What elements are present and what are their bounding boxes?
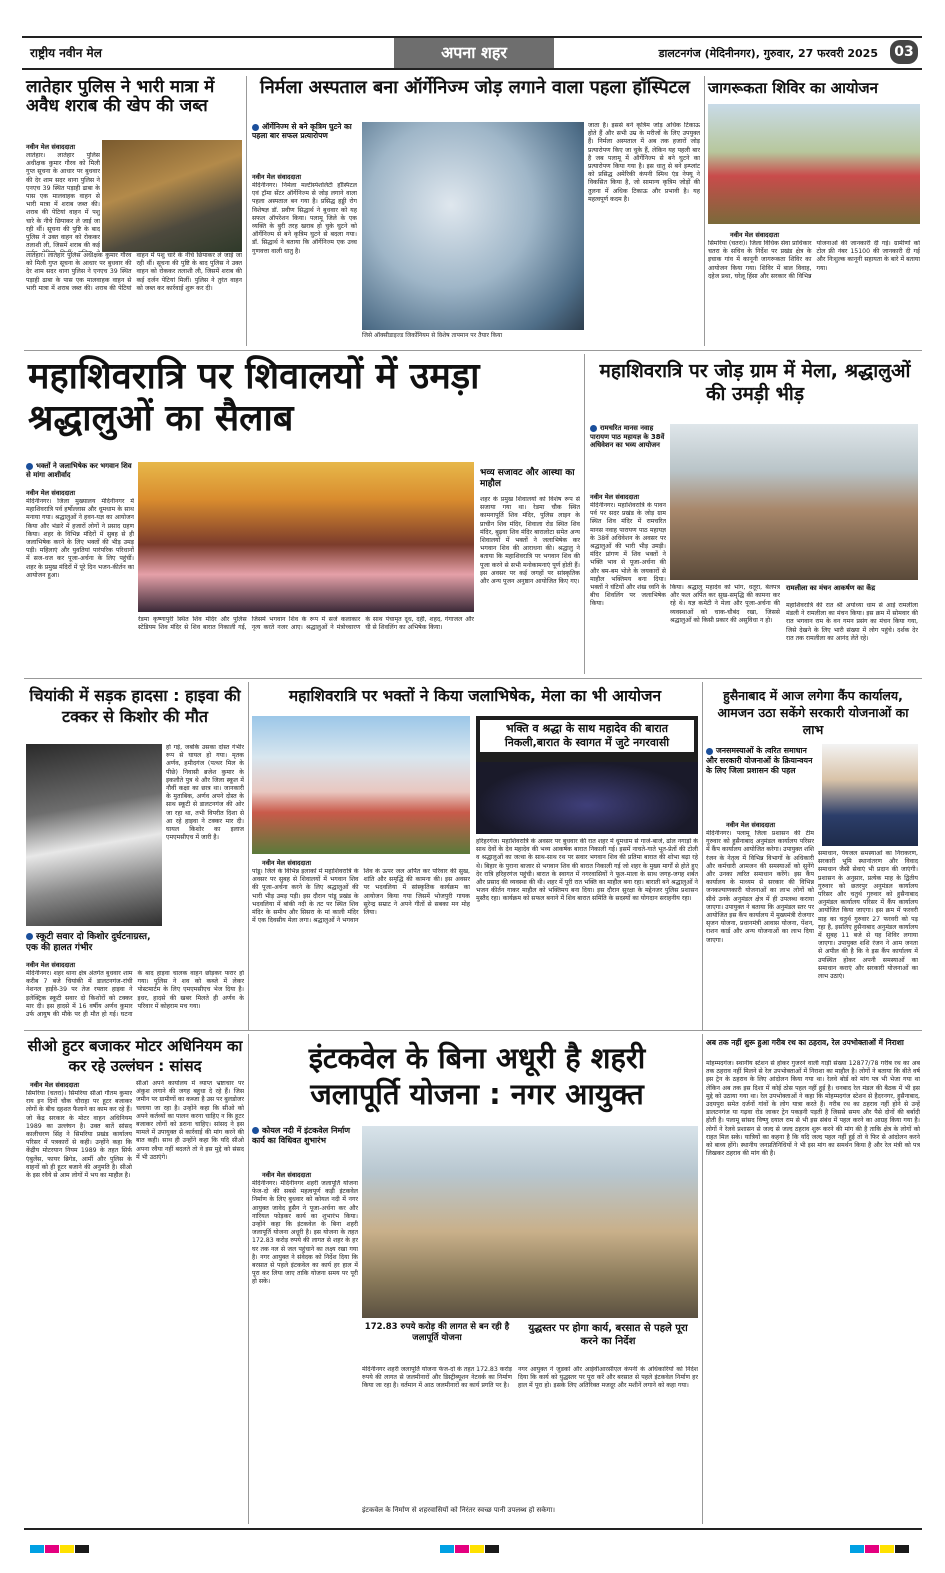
surgeon-photo	[362, 122, 584, 330]
intakewell-subhead-text: कोयल नदी में इंटकवेल निर्माण कार्य का विधिवत शुभारंभ	[252, 1126, 351, 1145]
nirmala-body-a: मेदिनीनगर। निर्मला मल्टीस्पेशलिटी हॉस्पिटल एवं ट्रॉमा सेंटर ऑर्गेनिज्म से जोड़ लगाने वाला पहला अस्पताल बन गया है। प्रसिद्ध हड्डी रोग विशेषज्ञ डॉ. प्रवीण सिद्धार्थ ने बुधवार को यह सफल ऑपरेशन किया। पलामू जिले के एक व्यक्ति के बुरी तरह खराब हो चुके घुटने को ऑर्गेनिज्म से बने कृत्रिम घुटने से बदला गया। डॉ. सिद्धार्थ ने बताया कि ऑर्गेनिज्म एक उच्च गुणवत्ता वाली धातु है।	[252, 182, 357, 255]
temple-crowd-photo	[138, 462, 474, 612]
jagrukta-headline: जागरूकता शिविर का आयोजन	[708, 79, 878, 97]
intakewell-box2-title: युद्धस्तर पर होगा कार्य, बरसात से पहले पूरा करने का निर्देश	[528, 1323, 688, 1347]
nirmala-subhead-text: ऑर्गेनिज्म से बने कृत्रिम घुटने का पहला बार सफल प्रत्यारोपण	[252, 122, 352, 140]
nirmala-byline: नवीन मेल संवाददाता	[252, 173, 301, 181]
official-portrait	[822, 744, 918, 846]
section-title: अपना शहर	[394, 38, 554, 68]
jodgram-byline: नवीन मेल संवाददाता	[590, 493, 639, 501]
bullet-icon	[252, 124, 259, 131]
chiyanki-subhead	[26, 932, 162, 954]
bullet-icon	[590, 425, 597, 432]
chiyanki-headline: चियांकी में सड़क हादसा : हाइवा की टक्कर से किशोर की मौत	[29, 686, 241, 726]
shivratri-caption: रेडमा कृष्णापुरी स्थित शिव मंदिर और पुलिस स्टेडियम शिव मंदिर से शिव बारात निकाली गई,	[138, 616, 247, 632]
jodgram-body-c: महाशिवरात्रि की रात श्री अयोध्या धाम से आई रामलीला मंडली ने रामलीला का मंचन किया। इस क्रम में सोमवार की रात भगवान राम के वन गमन प्रसंग का मंचन किया गया, जिसे देखने के लिए भारी संख्या में लोग पहुंचे। दर्शक देर रात तक रामलीला का आनंद लेते रहे।	[786, 602, 918, 642]
jodgram-headline: महाशिवरात्रि पर जोड़ ग्राम में मेला, श्रद्धालुओं की उमड़ी भीड़	[599, 360, 911, 405]
registration-bar-right	[850, 1538, 910, 1557]
hussainabad-body: मेदिनीनगर। पलामू जिला प्रशासन की टीम गुरुवार को हुसैनाबाद अनुमंडल कार्यालय परिसर में कैंप कार्यालय आयोजित करेगा। उपायुक्त शशि रंजन के नेतृत्व में विभिन्न विभागों के अधिकारी और कर्मचारी आमजन की समस्याओं को सुनेंगे और उनका त्वरित समाधान करेंगे। इस कैंप कार्यालय के माध्यम से सरकार की विभिन्न जनकल्याणकारी योजनाओं का लाभ लोगों को सीधे उनके अनुमंडल क्षेत्र में ही उपलब्ध कराया जाएगा। उपायुक्त ने बताया कि अनुमंडल स्तर पर आयोजित इस कैंप कार्यालय में मुख्यमंत्री रोजगार सृजन योजना, प्रधानमंत्री आवास योजना, पेंशन, राशन कार्ड और अन्य योजनाओं का लाभ दिया जाएगा।	[706, 830, 814, 944]
nirmala-headline: निर्मला अस्पताल बना ऑर्गेनिज्म जोड़ लगाने वाला पहला हॉस्पिटल	[260, 77, 690, 98]
shivratri-byline: नवीन मेल संवाददाता	[26, 489, 75, 497]
procession-photo	[476, 762, 698, 834]
intakewell-site-photo	[362, 1126, 698, 1318]
chiyanki-body-b: मेदिनीनगर। शहर थाना क्षेत्र अंतर्गत बुधवार शाम करीब 7 बजे चियांकी में डालटनगंज-रांची नेशनल हाईवे-39 पर तेज रफ्तार हाइवा ने इलेक्ट्रिक स्कूटी सवार दो किशोरों को टक्कर मार दी। इस हादसे में 16 वर्षीय अर्णव कुमार उर्फ आयुष की मौके पर ही मौत हो गई। घटना के बाद हाइवा चालक वाहन छोड़कर फरार हो गया। पुलिस ने शव को कब्जे में लेकर पोस्टमार्टम के लिए एमएमसीएच भेज दिया है। इधर, हादसे की खबर मिलते ही अर्णव के परिवार में कोहराम मच गया।	[26, 970, 244, 1019]
nirmala-caption: जिसे ऑक्सीडाइज्ड जिर्कोनियम से विशेष तापमान पर तैयार किया	[362, 332, 503, 339]
saansad-byline: नवीन मेल संवाददाता	[30, 1081, 79, 1089]
shivratri-subhead-2: भव्य सजावट और आस्था का माहौल	[480, 468, 575, 489]
page-masthead	[22, 36, 922, 70]
jalabhishek-headline: महाशिवरात्रि पर भक्तों ने किया जलाभिषेक, मेला का भी आयोजन	[288, 687, 662, 705]
saansad-body: सिमरिया (चतरा)। सिमरिया सीओ गौतम कुमार राय इन दिनों चौक चौराहा पर हूटर बजाकर लोगों के बीच दहशत फैलाने का काम कर रहे हैं। जो केंद्र सरकार के मोटर वाहन अधिनियम 1989 का उल्लंघन है। उक्त बातें सांसद कालीचरण सिंह ने सिमरिया प्रखंड कार्यालय परिसर में पत्रकारों से कही। उन्होंने कहा कि केंद्रीय मोटरयान नियम 1989 के तहत सिर्फ एंबुलेंस, फायर ब्रिगेड, आर्मी और पुलिस के वाहनों को ही हूटर बजाने की अनुमति है। सीओ के इस रवैये से आम लोगों में भय का माहौल है।	[26, 1090, 132, 1180]
latehar-body: लातेहार। लातेहार पुलिस अधीक्षक कुमार गौरव को मिली गुप्त सूचना के आधार पर बुधवार की देर शाम सदर थाना पुलिस ने एनएच 39 स्थित पड़ाही ढाबा के पास एक मालवाहक वाहन से भारी मात्रा में शराब जब्त की। शराब की पेटियां वाहन में पशु चारे के नीचे छिपाकर ले जाई जा रही थीं। सूचना की पुष्टि के बाद पुलिस ने उक्त वाहन को रोककर तलाशी ली, जिसमें शराब की कई	[26, 152, 100, 250]
saansad-headline: सीओ हुटर बजाकर मोटर अधिनियम का कर रहे उल्लंघन : सांसद	[27, 1037, 243, 1076]
hussainabad-body-b: समाधान, पेयजल समस्याओं का निराकरण, सरकारी भूमि स्थानांतरण और विवाद समाधान जैसी सेवाएं भी प्रदान की जाएंगी। प्रशासन के अनुसार, प्रत्येक माह के द्वितीय गुरुवार को छतरपुर अनुमंडल कार्यालय परिसर और चतुर्थ गुरुवार को हुसैनाबाद अनुमंडल कार्यालय परिसर में कैंप कार्यालय आयोजित किया जाएगा। इस क्रम में फरवरी माह का चतुर्थ गुरुवार 27 फरवरी को पड़ रहा है, इसलिए हुसैनाबाद अनुमंडल कार्यालय में सुबह 11 बजे से यह शिविर लगाया जाएगा। उपायुक्त शशि रंजन ने आम जनता से अपील की है कि वे इस कैंप कार्यालय में उपस्थित होकर अपनी समस्याओं का समाधान कराएं और सरकारी योजनाओं का लाभ उठाएं।	[818, 850, 918, 981]
shivratri-body-b	[138, 616, 474, 668]
mela-crowd-photo	[670, 424, 918, 580]
jodgram-body-b: किया। श्रद्धालु महादेव को भांग, धतूरा, बेलपत्र और फल अर्पित कर सुख-समृद्धि की कामना कर रहे थे। यज्ञ कमेटी ने मेला और पूजा-अर्चना की व्यवस्थाओं को चाक-चौबंद रखा, जिससे श्रद्धालुओं को किसी प्रकार की असुविधा न हो।	[670, 584, 780, 624]
bullet-icon	[252, 1127, 259, 1134]
registration-bar-left	[30, 1538, 90, 1557]
bullet-icon	[26, 463, 33, 470]
shivratri-body-b-text: जिसमें भगवान शिव के रूप में सजे कलाकार नृत्य करते नजर आए। श्रद्धालुओं ने मंत्रोच्चारण के साथ पंचामृत दूध, दही, शहद, गंगाजल और घी से शिवलिंग का अभिषेक किया।	[251, 616, 474, 632]
intakewell-byline: नवीन मेल संवाददाता	[262, 1171, 311, 1179]
temple-photo	[252, 716, 470, 854]
shivratri-body: मेदिनीनगर। जिला मुख्यालय मेदिनीनगर में महाशिवरात्रि पर्व हर्षोल्लास और धूमधाम के साथ मनाया गया। श्रद्धालुओं ने हवन-यज्ञ का आयोजन किया और भंडारे में हजारों लोगों ने प्रसाद ग्रहण किया। शहर के विभिन्न मंदिरों में सुबह से ही जलाभिषेक करने के लिए भक्तों की भीड़ उमड़ पड़ी। महिलाएं और युवतियां पारंपरिक परिधानों में सज-धज कर पूजा-अर्चना के लिए पहुंचीं। शहर के प्रमुख मंदिरों में पूरे दिन भजन-कीर्तन का आयोजन हुआ।	[26, 498, 134, 579]
shivbarat-headline: भक्ति व श्रद्धा के साथ महादेव की बारात निकली,बारात के स्वागत में जुटे नगरवासी	[480, 720, 694, 752]
paper-name: राष्ट्रीय नवीन मेल	[30, 46, 102, 60]
train-headline: अब तक नहीं शुरू हुआ गरीब रथ का ठहराव, रेल उपभोक्ताओं में निराशा	[706, 1038, 904, 1047]
accident-scooter-photo	[26, 744, 162, 926]
shivratri-body-c: शहर के प्रमुख शिवालयों को विशेष रूप से सजाया गया था। रेडमा चौक स्थित कामनापूर्ति शिव मंदिर, पुलिस लाइन के प्राचीन शिव मंदिर, शिवाला रोड स्थित शिव मंदिर, बुढ़वा शिव मंदिर बारालोटा समेत अन्य शिवालयों में भक्तों ने जलाभिषेक कर भगवान शिव की आराधना की। श्रद्धालु ने बताया कि महाशिवरात्रि पर भगवान शिव की पूजा करने से सभी मनोकामनाएं पूर्ण होती हैं। इस अवसर पर कई जगहों पर सांस्कृतिक और अन्य पूजन अनुष्ठान आयोजित किए गए।	[480, 496, 580, 586]
page-number: 03	[890, 40, 918, 64]
chiyanki-subhead-text: स्कूटी सवार दो किशोर दुर्घटनाग्रस्त, एक की हालत गंभीर	[26, 932, 151, 953]
hussainabad-headline: हुसैनाबाद में आज लगेगा कैंप कार्यालय, आमजन उठा सकेंगे सरकारी योजनाओं का लाभ	[717, 688, 909, 737]
latehar-byline: नवीन मेल संवाददाता	[26, 143, 75, 151]
hussainabad-subhead	[706, 746, 818, 776]
intakewell-headline: इंटकवेल के बिना अधूरी है शहरी जलापूर्ति योजना : नगर आयुक्त	[308, 1041, 646, 1112]
chiyanki-byline: नवीन मेल संवाददाता	[26, 961, 75, 969]
jodgram-body: मेदिनीनगर। महाशिवरात्रि के पावन पर्व पर सदर प्रखंड के जोड़ ग्राम स्थित शिव मंदिर में रामचरित मानस नवाह पारायण पाठ महायज्ञ के 38वें अधिवेशन के अवसर पर श्रद्धालुओं की भारी भीड़ उमड़ी। मंदिर प्रांगण में शिव भक्तों ने भक्ति भाव से पूजा-अर्चना की और बम-बम भोले के जयकारों से माहौल भक्तिमय बना दिया। भक्तों ने घंटियों और शंख ध्वनि के बीच शिवलिंग पर जलाभिषेक किया।	[590, 502, 666, 608]
intakewell-box1-text: मेदिनीनगर शहरी जलापूर्ति योजना फेज-दो के तहत 172.83 करोड़ रुपये की लागत से जलमीनारों और डिस्ट्रीब्यूशन नेटवर्क का निर्माण किया जा रहा है। वर्तमान में आठ जलमीनारों का कार्य प्रगति पर है।	[362, 1366, 512, 1390]
chiyanki-body: हो गई, जबकि उसका दोस्त गंभीर रूप से घायल हो गया। मृतक अर्णव, हमीदगंज (पत्थर मिल के पीछे) निवासी ब्रजेश कुमार के इकलौते पुत्र थे और जिला स्कूल में नौवीं कक्षा का छात्र था। जानकारी के मुताबिक, अर्णव अपने दोस्त के साथ स्कूटी से डालटनगंज की ओर जा रहा था, तभी विपरीत दिशा से आ रहे हाइवा ने टक्कर मार दी। घायल किशोर का इलाज एमएमसीएच में जारी है।	[166, 744, 244, 842]
latehar-headline: लातेहार पुलिस ने भारी मात्रा में अवैध शराब की खेप की जब्त	[26, 77, 215, 117]
nirmala-body-b: जाता है। इससे बने कृत्रिम जोड़ अधिक टिकाऊ होते हैं और सभी उम्र के मरीजों के लिए उपयुक्त हैं। निर्मला अस्पताल में अब तक हजारों जोड़ प्रत्यारोपण किए जा चुके हैं, लेकिन यह पहली बार है जब पलामू में ऑर्गेनिज्म से बने घुटने का प्रत्यारोपण किया गया है। इस धातु से बने इम्प्लांट को प्रसिद्ध अमेरिकी कंपनी स्मिथ एंड नेफ्यू ने विकसित किया है, जो सामान्य कृत्रिम जोड़ों की तुलना में अधिक टिकाऊ और प्रभावी है। यह महत्वपूर्ण कदम है।	[588, 122, 700, 203]
jagrukta-byline: नवीन मेल संवाददाता	[730, 231, 779, 239]
intakewell-body: मेदिनीनगर। मेदिनीनगर शहरी जलापूर्ति योजना फेज-दो की सबसे महत्वपूर्ण कड़ी इंटकवेल निर्माण के लिए बुधवार को कोयल नदी में नगर आयुक्त जावेद हुसैन ने पूजा-अर्चना कर और नारियल फोड़कर कार्य का शुभारंभ किया। उन्होंने कहा कि इंटकवेल के बिना शहरी जलापूर्ति योजना अधूरी है। इस योजना के तहत 172.83 करोड़ रुपये की लागत से शहर के हर घर तक नल से जल पहुंचाने का लक्ष्य रखा गया है। नगर आयुक्त ने संवेदक को निर्देश दिया कि बरसात से पहले इंटकवेल का कार्य हर हाल में पूरा कर लिया जाए ताकि योजना समय पर पूरी हो सके।	[252, 1180, 358, 1286]
intakewell-box1	[362, 1322, 512, 1364]
nirmala-subhead	[252, 122, 357, 140]
bullet-icon	[26, 933, 33, 940]
jalabhishek-body: पांडू। जिले के विभिन्न इलाकों में महाशिवरात्रि के अवसर पर सुबह से शिवालयों में भगवान शिव की पूजा-अर्चना करने के लिए श्रद्धालुओं की भारी भीड़ उमड़ पड़ी। इस दौरान पांडू प्रखंड के भदवलिया में बांकी नदी के तट पर स्थित शिव मंदिर के समीप और सिसरा के मां काली मंदिर में एक दिवसीय मेला लगा। श्रद्धालुओं ने भगवान शिव के ऊपर जल अर्पित कर परिवार की सुख, शांति और समृद्धि की कामना की। इस अवसर पर भदवलिया में सांस्कृतिक कार्यक्रम का आयोजन किया गया जिसमें भोजपुरी गायक सुरेन्द्र सम्राट ने अपने गीतों से सबका मन मोह लिया।	[252, 868, 470, 925]
latehar-body-cont: लातेहार। लातेहार पुलिस अधीक्षक कुमार गौरव को मिली गुप्त सूचना के आधार पर बुधवार की देर शाम सदर थाना पुलिस ने एनएच 39 स्थित पड़ाही ढाबा के पास एक मालवाहक वाहन से भारी मात्रा में शराब जब्त की। शराब की पेटियां वाहन में पशु चारे के नीचे छिपाकर ले जाई जा रही थीं। सूचना की पुष्टि के बाद पुलिस ने उक्त वाहन को रोककर तलाशी ली, जिसमें शराब की कई दर्जन पेटियां मिलीं। पुलिस ने तुरंत वाहन को जब्त कर कार्रवाई शुरू कर दी।	[26, 252, 242, 292]
intakewell-box2	[518, 1322, 698, 1364]
shivbarat-body: हरिहरगंज। महाशिवरात्रि के अवसर पर बुधवार की रात शहर में धूमधाम से गाजे-बाजे, ढोल नगाड़ों के साथ देवों के देव महादेव की भव्य आकर्षक बारात निकाली गई। इसमें नाचते-गाते भूत-प्रेतों की टोली व श्रद्धालुओं का जत्था के साथ-साथ रथ पर सवार भगवान शिव की प्रतिमा बारात की शोभा बढ़ा रहे थे। बिहार के पुराना बाजार से भगवान शिव की बारात निकाली गई जो शहर के मुख्य मार्गों से होते हुए देर रात्रि हरिहरगंज पहुंची। बारात के स्वागत में नगरवासियों ने फूल-माला के साथ जगह-जगह शर्बत और प्रसाद की व्यवस्था की थी। शहर में पूरी रात भक्ति का माहौल बना रहा। बाराती बने श्रद्धालुओं ने भजन कीर्तन गाकर माहौल को भक्तिमय बना दिया। इस दौरान सुरक्षा के मद्देनजर पुलिस प्रशासन मुस्तैद रहा। कार्यक्रम को सफल बनाने में शिव बारात समिति के सदस्यों का योगदान सराहनीय रहा।	[476, 838, 698, 903]
jagrukta-body: सिमरिया (चतरा)। जिला विधिक सेवा प्राधिकार चतरा के सचिव के निर्देश पर प्रखंड क्षेत्र के इचाक गांव में कानूनी जागरूकता शिविर का आयोजन किया गया। शिविर में बाल विवाह, दहेज प्रथा, घरेलू हिंसा और सरकार की विभिन्न योजनाओं की जानकारी दी गई। ग्रामीणों को टोल फ्री नंबर 15100 की जानकारी दी गई और निःशुल्क कानूनी सहायता के बारे में बताया गया।	[708, 240, 920, 280]
saansad-body-b: सीओ अपने कार्यालय में व्याप्त भ्रष्टाचार पर अंकुश लगाने की जगह बहुधा दे रहे हैं। जिस जमीन पर ग्रामीणों का कब्जा है उस पर बुलडोजर चलाया जा रहा है। उन्होंने कहा कि सीओ को अपने कर्तव्यों का पालन करना चाहिए न कि हूटर बजाकर लोगों को डराना चाहिए। सांसद ने इस मामले में उपायुक्त से कार्रवाई की मांग करने की बात कही। साथ ही उन्होंने कहा कि यदि सीओ अपना रवैया नहीं बदलते तो वे इस मुद्दे को संसद में भी उठाएंगे।	[136, 1080, 244, 1161]
hussainabad-subhead-text: जनसमस्याओं के त्वरित समाधान और सरकारी योजनाओं के क्रियान्वयन के लिए जिला प्रशासन की पहल	[706, 746, 813, 775]
jodgram-subhead-text: रामचरित मानस नवाह पारायण पाठ महायज्ञ के 38वें अधिवेशन का भव्य आयोजन	[590, 424, 665, 449]
dateline: डालटनगंज (मेदिनीनगर), गुरुवार, 27 फरवरी 2025	[658, 47, 878, 60]
shivratri-headline: महाशिवरात्रि पर शिवालयों में उमड़ा श्रद्धालुओं का सैलाब	[28, 356, 480, 440]
jalabhishek-byline: नवीन मेल संवाददाता	[262, 859, 311, 867]
train-body: मोहम्मदगंज। स्थानीय स्टेशन से होकर गुजरने वाली गाड़ी संख्या 12877/78 गरीब रथ का अब तक ठहराव नहीं मिलने से रेल उपभोक्ताओं में निराशा का माहौल है। लोगों ने बताया कि बीते वर्ष इस ट्रेन के ठहराव के लिए आंदोलन किया गया था। रेलवे बोर्ड को मांग पत्र भी भेजा गया था लेकिन अब तक इस दिशा में कोई ठोस पहल नहीं हुई है। धनबाद रेल मंडल की बैठक में भी इस मुद्दे को उठाया गया था। रेल उपभोक्ताओं ने कहा कि मोहम्मदगंज स्टेशन से हैदरनगर, हुसैनाबाद, उदयपुरा समेत दर्जनों गांवों के लोग यात्रा करते हैं। गरीब रथ का ठहराव नहीं होने से उन्हें डालटनगंज या गढ़वा रोड जाकर ट्रेन पकड़नी पड़ती है जिससे समय और पैसे दोनों की बर्बादी होती है। पलामू सांसद विष्णु दयाल राम से भी इस संबंध में पहल करने का आग्रह किया गया है। लोगों ने रेलवे प्रशासन से जल्द से जल्द ठहराव शुरू करने की मांग की है ताकि क्षेत्र के लोगों को राहत मिल सके। यात्रियों का कहना है कि यदि जल्द पहल नहीं हुई तो वे फिर से आंदोलन करने को बाध्य होंगे। स्थानीय जनप्रतिनिधियों ने भी इस मांग का समर्थन किया है और रेल मंत्री को पत्र लिखकर ठहराव की मांग की है।	[706, 1060, 920, 1158]
hussainabad-byline: नवीन मेल संवाददाता	[726, 821, 775, 829]
intakewell-box1-title: 172.83 रुपये करोड़ की लागत से बन रही है जलापूर्ति योजना	[364, 1322, 510, 1343]
shivratri-subhead-text: भक्तों ने जलाभिषेक कर भगवान शिव से मांगा आशीर्वाद	[26, 462, 132, 479]
jodgram-subhead	[590, 424, 666, 450]
intakewell-subhead	[252, 1126, 358, 1146]
awareness-camp-photo	[708, 104, 920, 224]
registration-bar-center	[440, 1538, 500, 1557]
shivratri-subhead	[26, 462, 136, 480]
intakewell-box2-text: नगर आयुक्त ने जुडको और आईवीआरसीएल कंपनी के अधिकारियों को निर्देश दिया कि कार्य को युद्धस्तर पर पूरा करें और बरसात से पहले इंटकवेल निर्माण हर हाल में पूरा हो। इसके लिए अतिरिक्त मजदूर और मशीनें लगाने को कहा गया।	[518, 1366, 698, 1390]
jodgram-subhead-2: रामलीला का मंचन आकर्षण का केंद्र	[786, 584, 876, 592]
seized-truck-photo	[102, 140, 242, 252]
bullet-icon	[706, 748, 713, 755]
intakewell-footer: इंटकवेल के निर्माण से शहरवासियों को निरंतर स्वच्छ पानी उपलब्ध हो सकेगा।	[362, 1506, 556, 1514]
